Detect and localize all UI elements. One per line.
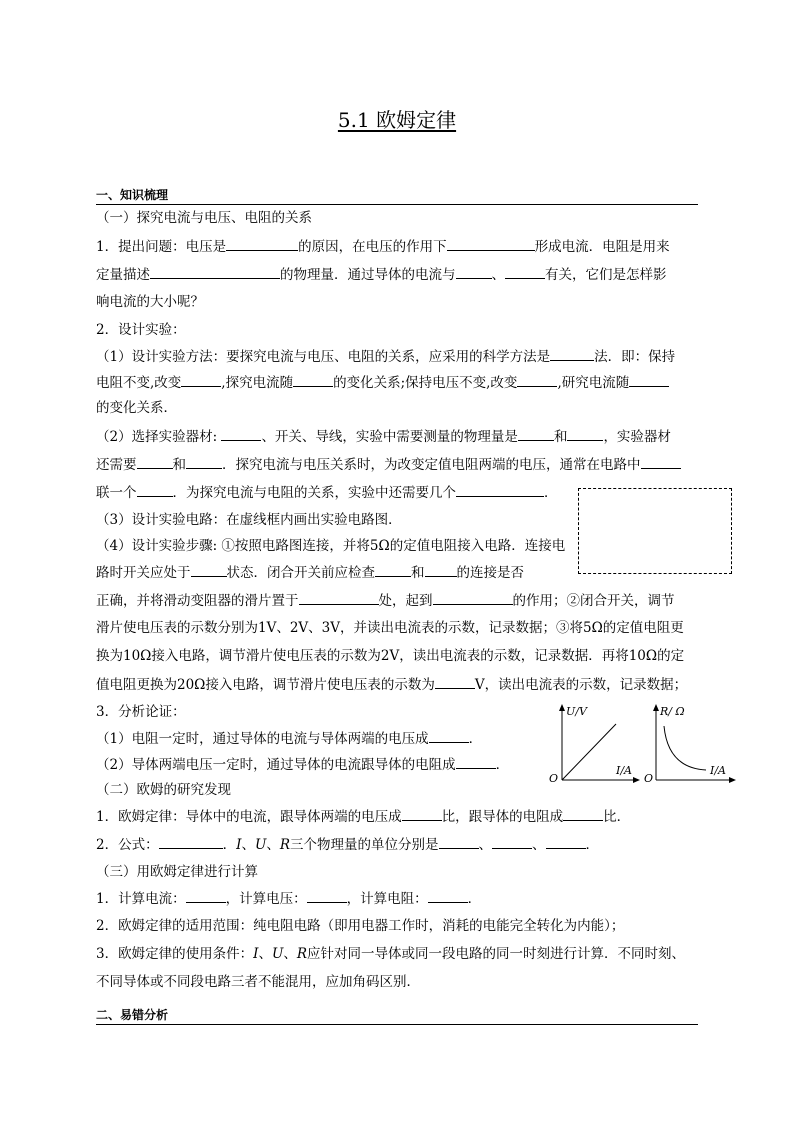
question-line: 2．设计实验： <box>96 322 186 338</box>
fill-blank[interactable] <box>641 454 681 469</box>
question-line: 不同导体或不同段电路三者不能混用，应加角码区别． <box>96 974 420 990</box>
y-axis-label: U/V <box>566 705 587 718</box>
question-line: 3．欧姆定律的使用条件：I、U、R应针对同一导体或同一段电路的同一时刻进行计算．不同时刻、 <box>96 946 685 962</box>
fill-blank[interactable] <box>186 888 226 903</box>
voltage-current-graph <box>544 702 642 786</box>
fill-blank[interactable] <box>546 834 586 849</box>
fill-blank[interactable] <box>456 264 492 279</box>
question-line: （2）导体两端电压一定时，通过导体的电流跟导体的电阻成 ． <box>96 754 509 775</box>
fill-blank[interactable] <box>517 372 557 387</box>
fill-blank[interactable] <box>137 454 173 469</box>
fill-blank[interactable] <box>567 426 603 441</box>
question-line: 正确，并将滑动变阻器的滑片置于 处，起到 的作用；②闭合开关，调节 <box>96 590 675 611</box>
fill-blank[interactable] <box>181 372 221 387</box>
section-heading-errors: 二、易错分析 <box>96 1008 169 1022</box>
fill-blank[interactable] <box>492 834 532 849</box>
fill-blank[interactable] <box>456 754 496 769</box>
subsection-2: （二）欧姆的研究发现 <box>96 782 231 798</box>
question-line: 2．公式： ．I、U、R三个物理量的单位分别是 、 、 ． <box>96 834 599 855</box>
question-line: 1．提出问题：电压是 的原因，在电压的作用下 形成电流．电阻是用来 <box>96 236 670 257</box>
fill-blank[interactable] <box>402 806 442 821</box>
fill-blank[interactable] <box>433 590 513 605</box>
fill-blank[interactable] <box>221 426 261 441</box>
question-line: 2．欧姆定律的适用范围：纯电阻电路（即用电器工作时，消耗的电能完全转化为内能）； <box>96 918 625 934</box>
question-line: （2）选择实验器材: 、开关、导线，实验中需要测量的物理量是 和 ，实验器材 <box>96 426 671 447</box>
fill-blank[interactable] <box>439 834 479 849</box>
question-line: （3）设计实验电路：在虚线框内画出实验电路图． <box>96 512 402 528</box>
question-line: 1．计算电流： ，计算电压： ，计算电阻： ． <box>96 888 481 909</box>
question-line: 响电流的大小呢？ <box>96 294 204 310</box>
fill-blank[interactable] <box>425 562 457 577</box>
fill-blank[interactable] <box>150 264 280 279</box>
fill-blank[interactable] <box>191 562 227 577</box>
question-line: （1）设计实验方法：要探究电流与电压、电阻的关系，应采用的科学方法是 法．即：保持 <box>96 346 675 367</box>
question-line: 3．分析论证： <box>96 704 186 720</box>
question-line: 1．欧姆定律：导体中的电流，跟导体两端的电压成 比，跟导体的电阻成 比． <box>96 806 630 827</box>
fill-blank[interactable] <box>435 674 475 689</box>
fill-blank[interactable] <box>550 346 594 361</box>
fill-blank[interactable] <box>293 372 333 387</box>
origin-label: O <box>644 772 654 785</box>
question-line: 的变化关系． <box>96 400 177 416</box>
y-axis-label: R/ Ω <box>660 705 685 718</box>
section-heading-knowledge: 一、知识梳理 <box>96 188 169 202</box>
x-axis-label: I/A <box>616 764 632 777</box>
question-line: 电阻不变,改变 ,探究电流随 的变化关系;保持电压不变,改变 ,研究电流随 <box>96 372 669 393</box>
fill-blank[interactable] <box>456 482 544 497</box>
question-line: 定量描述 的物理量．通过导体的电流与 、 有关，它们是怎样影 <box>96 264 667 285</box>
fill-blank[interactable] <box>159 834 223 849</box>
fill-blank[interactable] <box>375 562 411 577</box>
fill-blank[interactable] <box>226 236 298 251</box>
question-line: 滑片使电压表的示数分别为1V、2V、3V，并读出电流表的示数，记录数据；③将5Ω的定值电阻更 <box>96 620 684 636</box>
subsection-3: （三）用欧姆定律进行计算 <box>96 864 258 880</box>
resistance-current-graph <box>642 702 738 786</box>
x-axis-label: I/A <box>710 764 726 777</box>
question-line: 换为10Ω接入电路，调节滑片使电压表的示数为2V，读出电流表的示数，记录数据．再将10Ω的定 <box>96 648 685 664</box>
origin-label: O <box>549 772 559 785</box>
fill-blank[interactable] <box>307 888 347 903</box>
subsection-1: （一）探究电流与电压、电阻的关系 <box>96 210 312 226</box>
circuit-diagram-box[interactable] <box>578 488 732 574</box>
question-line: 联一个 ．为探究电流与电阻的关系，实验中还需要几个 ． <box>96 482 558 503</box>
fill-blank[interactable] <box>518 426 554 441</box>
fill-blank[interactable] <box>299 590 379 605</box>
fill-blank[interactable] <box>505 264 545 279</box>
fill-blank[interactable] <box>563 806 603 821</box>
page-title: 5.1 欧姆定律 <box>337 108 457 132</box>
fill-blank[interactable] <box>428 888 468 903</box>
fill-blank[interactable] <box>137 482 173 497</box>
question-line: 值电阻更换为20Ω接入电路，调节滑片使电压表的示数为 V，读出电流表的示数，记录数据； <box>96 674 687 695</box>
question-line: 路时开关应处于 状态．闭合开关前应检查 和 的连接是否 <box>96 562 524 583</box>
question-line: 还需要 和 ．探究电流与电压关系时，为改变定值电阻两端的电压，通常在电路中 <box>96 454 681 475</box>
fill-blank[interactable] <box>186 454 222 469</box>
question-line: （1）电阻一定时，通过导体的电流与导体两端的电压成 ． <box>96 728 482 749</box>
fill-blank[interactable] <box>429 728 469 743</box>
question-line: （4）设计实验步骤: ①按照电路图连接，并将5Ω的定值电阻接入电路．连接电 <box>96 538 566 554</box>
fill-blank[interactable] <box>447 236 535 251</box>
fill-blank[interactable] <box>629 372 669 387</box>
